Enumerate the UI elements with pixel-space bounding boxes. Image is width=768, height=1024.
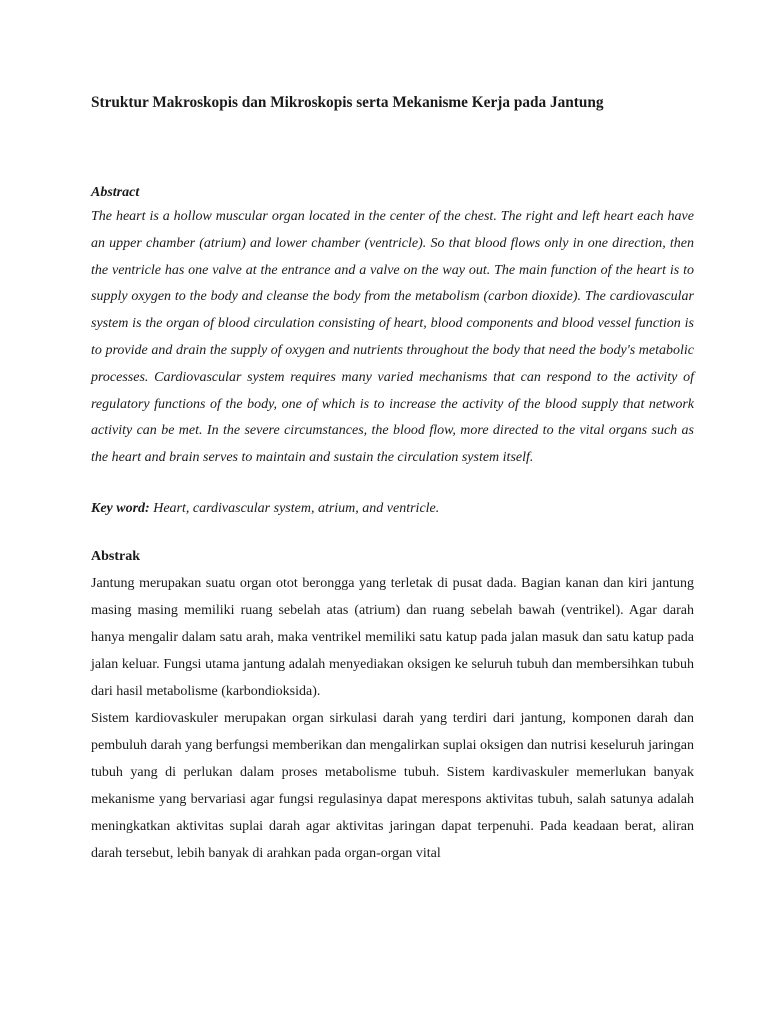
abstrak-heading: Abstrak: [91, 548, 141, 564]
document-content: [91, 92, 694, 867]
keywords-text: Heart, cardivascular system, atrium, and ventricle.: [149, 500, 440, 516]
abstrak-paragraph-2: Sistem kardiovaskuler merupakan organ sirkulasi darah yang terdiri dari jantung, komponen darah dan pembuluh darah yang berfungsi memberikan dan mengalirkan suplai oksigen dan nutrisi keseluruh jaringan tubuh yang di perlukan dalam proses metabolisme tubuh. Sistem kardivaskuler memerlukan banyak mekanisme yang bervariasi agar fungsi regulasinya dapat merespons aktivitas tubuh, salah satunya adalah meningkatkan aktivitas suplai darah agar aktivitas jaringan dapat terpenuhi. Pada keadaan berat, aliran darah tersebut, lebih banyak di arahkan pada organ-organ vital: [91, 710, 694, 861]
keywords-label: Key word:: [91, 500, 150, 516]
document-title: Struktur Makroskopis dan Mikroskopis serta Mekanisme Kerja pada Jantung: [91, 94, 604, 111]
abstract-heading: Abstract: [91, 185, 140, 200]
keywords-line: [91, 496, 694, 522]
abstract-body: The heart is a hollow muscular organ located in the center of the chest. The right and left heart each have an upper chamber (atrium) and lower chamber (ventricle). So that blood flows only in one direction, then the ventricle has one valve at the entrance and a valve on the way out. The main function of the heart is to supply oxygen to the body and cleanse the body from the metabolism (carbon dioxide). The cardiovascular system is the organ of blood circulation consisting of heart, blood components and blood vessel function is to provide and drain the supply of oxygen and nutrients throughout the body that need the body's metabolic processes. Cardiovascular system requires many varied mechanisms that can respond to the activity of regulatory functions of the body, one of which is to increase the activity of the blood supply that network activity can be met. In the severe circumstances, the blood flow, more directed to the vital organs such as the heart and brain serves to maintain and sustain the circulation system itself.: [91, 209, 694, 466]
abstrak-paragraph-1: Jantung merupakan suatu organ otot berongga yang terletak di pusat dada. Bagian kanan dan kiri jantung masing masing memiliki ruang sebelah atas (atrium) dan ruang sebelah bawah (ventrikel). Agar darah hanya mengalir dalam satu arah, maka ventrikel memiliki satu katup pada jalan masuk dan satu katup pada jalan keluar. Fungsi utama jantung adalah menyediakan oksigen ke seluruh tubuh dan membersihkan tubuh dari hasil metabolisme (karbondioksida).: [91, 575, 694, 699]
